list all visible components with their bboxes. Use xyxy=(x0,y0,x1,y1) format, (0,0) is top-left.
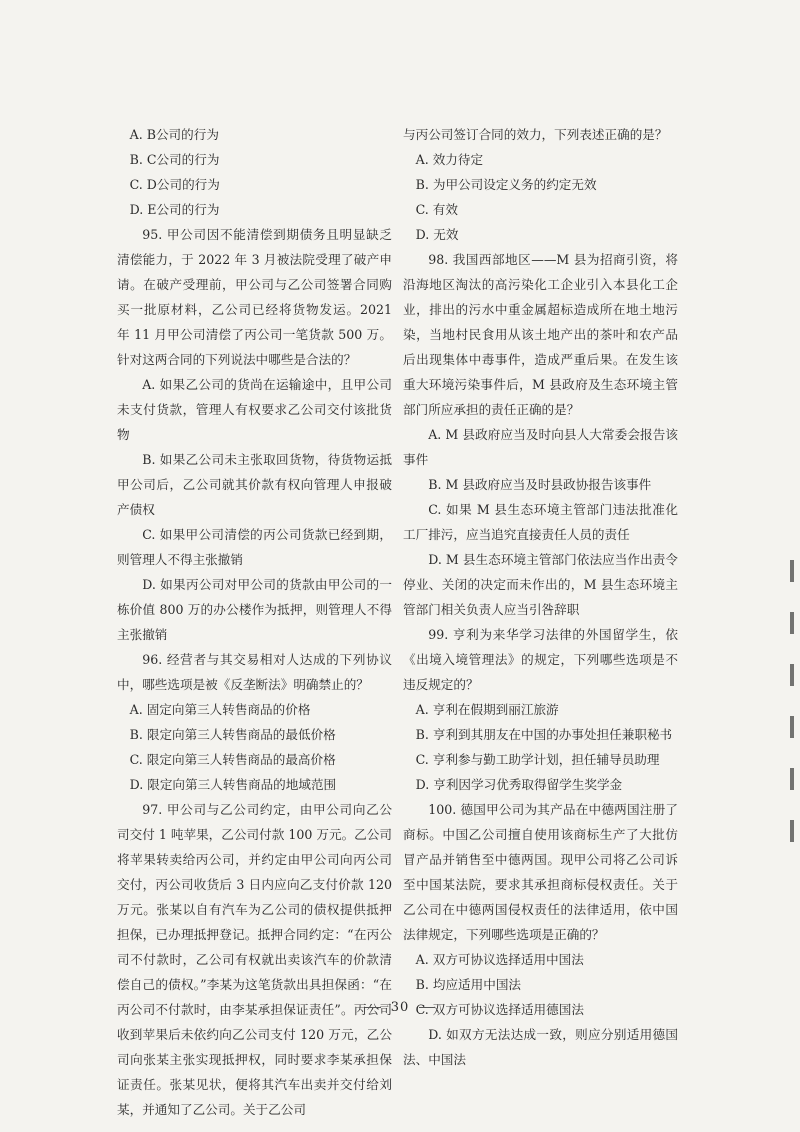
q99-option-c: C. 亨利参与勤工助学计划，担任辅导员助理 xyxy=(415,752,660,767)
q100-option-a: A. 双方可协议选择适用中国法 xyxy=(415,952,584,967)
scan-mark xyxy=(790,612,794,634)
q98-option-b: B. M 县政府应当及时县政协报告该事件 xyxy=(428,477,652,492)
q95-option-a: A. 如果乙公司的货尚在运输途中，且甲公司未支付货款，管理人有权要求乙公司交付该批货物 xyxy=(117,377,392,442)
q95-stem: 95. 甲公司因不能清偿到期债务且明显缺乏清偿能力，于 2022 年 3 月被法院受理了破产申请。在破产受理前，甲公司与乙公司签署合同购买一批原材料，乙公司已经将货物发运。2021 年 11 月甲公司清偿了丙公司一笔货款 500 万。针对这两合同的下列说法中哪些是合法的？ xyxy=(117,227,392,367)
scan-mark xyxy=(790,768,794,790)
q100-option-d: D. 如双方无法达成一致，则应分别适用德国法、中国法 xyxy=(403,1027,678,1067)
q94-option-a: A. B公司的行为 xyxy=(129,127,219,142)
q96-option-b: B. 限定向第三人转售商品的最低价格 xyxy=(129,727,336,742)
q98-option-c: C. 如果 M 县生态环境主管部门违法批准化工厂排污，应当追究直接责任人员的责任 xyxy=(403,502,678,542)
scan-edge-marks xyxy=(788,560,796,880)
scan-mark xyxy=(790,664,794,686)
q100-stem: 100. 德国甲公司为其产品在中德两国注册了商标。中国乙公司擅自使用该商标生产了大批仿冒产品并销售至中德两国。现甲公司将乙公司诉至中国某法院，要求其承担商标侵权责任。关于乙公司在中德两国侵权责任的法律适用，依中国法律规定，下列哪些选项是正确的？ xyxy=(403,802,678,942)
q99-option-a: A. 亨利在假期到丽江旅游 xyxy=(415,702,559,717)
q94-option-d: D. E公司的行为 xyxy=(129,202,220,217)
page-number: 30 xyxy=(390,1000,410,1015)
q96-option-c: C. 限定向第三人转售商品的最高价格 xyxy=(129,752,336,767)
q100-option-c: C. 双方可协议选择适用德国法 xyxy=(415,1002,584,1017)
q99-option-d: D. 亨利因学习优秀取得留学生奖学金 xyxy=(415,777,623,792)
q97-stem: 97. 甲公司与乙公司约定，由甲公司向乙公司交付 1 吨苹果，乙公司付款 100 万元。乙公司将苹果转卖给丙公司，并约定由甲公司向丙公司交付，丙公司收货后 3 日内应向乙支付价款 120 万元。张某以自有汽车为乙公司的债权提供抵押担保，已办理抵押登记。抵押合同约定：“在丙公司不付款时，乙公司有权就出卖该汽车的价款清偿自己的债权。”李某为这笔货款出具担保函：“在丙公司不付款时，由李某承担保证责任”。丙公司收到苹果后未依约向乙公司支付 120 万元，乙公司向张某主张实现抵押权，同时要求李某承担保证责任。张某见状，便将其汽车出卖并交付给刘某，并通知了乙公司。关于乙公司 xyxy=(117,802,392,1117)
q98-option-d: D. M 县生态环境主管部门依法应当作出责令停业、关闭的决定而未作出的，M 县生态环境主管部门相关负责人应当引咎辞职 xyxy=(403,552,678,617)
q97-option-d: D. 无效 xyxy=(415,227,459,242)
page-footer xyxy=(0,1000,800,1015)
q97-option-c: C. 有效 xyxy=(415,202,458,217)
q94-option-b: B. C公司的行为 xyxy=(129,152,220,167)
q99-option-b: B. 亨利到其朋友在中国的办事处担任兼职秘书 xyxy=(415,727,673,742)
scan-mark xyxy=(790,716,794,738)
q98-option-a: A. M 县政府应当及时向县人大常委会报告该事件 xyxy=(403,427,678,467)
q97-option-b: B. 为甲公司设定义务的约定无效 xyxy=(415,177,597,192)
q94-option-c: C. D公司的行为 xyxy=(129,177,220,192)
q95-option-b: B. 如果乙公司未主张取回货物，待货物运抵甲公司后，乙公司就其价款有权向管理人申报破产债权 xyxy=(117,452,392,517)
footer-dash-left xyxy=(365,1007,381,1008)
q100-option-b: B. 均应适用中国法 xyxy=(415,977,522,992)
q95-option-d: D. 如果丙公司对甲公司的货款由甲公司的一栋价值 800 万的办公楼作为抵押，则管理人不得主张撤销 xyxy=(117,577,392,642)
right-column xyxy=(403,122,678,1072)
q99-stem: 99. 亨利为来华学习法律的外国留学生，依《出境入境管理法》的规定，下列哪些选项是不违反规定的？ xyxy=(403,627,678,692)
q97-option-a: A. 效力待定 xyxy=(415,152,484,167)
q96-stem: 96. 经营者与其交易相对人达成的下列协议中，哪些选项是被《反垄断法》明确禁止的？ xyxy=(117,652,392,692)
footer-dash-right xyxy=(419,1007,435,1008)
q95-option-c: C. 如果甲公司清偿的丙公司货款已经到期，则管理人不得主张撤销 xyxy=(117,527,392,567)
scan-mark xyxy=(790,820,794,842)
q96-option-a: A. 固定向第三人转售商品的价格 xyxy=(129,702,311,717)
q96-option-d: D. 限定向第三人转售商品的地域范围 xyxy=(129,777,337,792)
scan-mark xyxy=(790,560,794,582)
left-column xyxy=(117,122,392,1122)
q97-stem-continued: 与丙公司签订合同的效力，下列表述正确的是？ xyxy=(403,127,668,142)
q98-stem: 98. 我国西部地区——M 县为招商引资，将沿海地区淘汰的高污染化工企业引入本县化工企业，排出的污水中重金属超标造成所在地土地污染，当地村民食用从该土地产出的茶叶和农产品后出现集体中毒事件，造成严重后果。在发生该重大环境污染事件后，M 县政府及生态环境主管部门所应承担的责任正确的是？ xyxy=(403,252,678,417)
